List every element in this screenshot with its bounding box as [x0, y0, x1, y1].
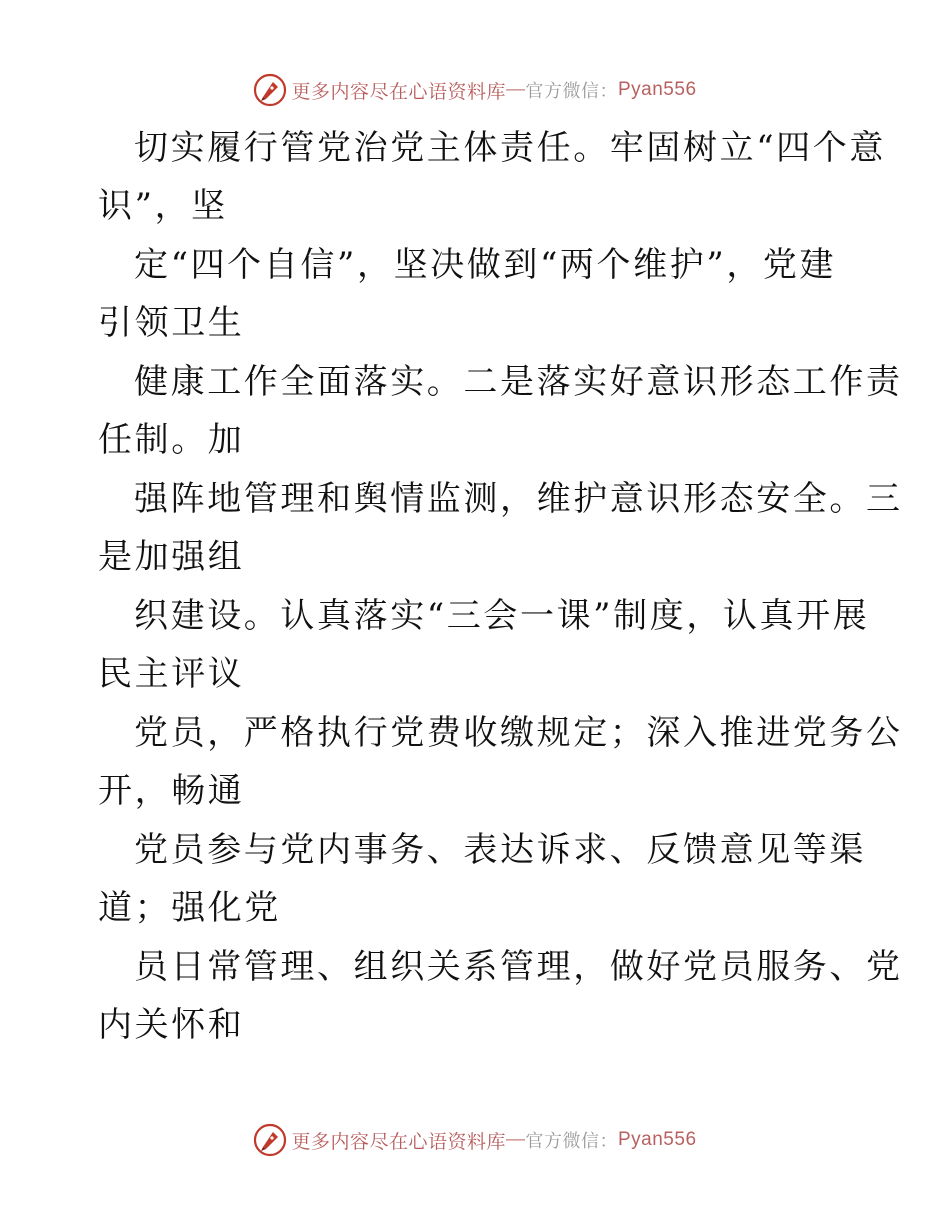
text-line: 民主评议: [98, 654, 245, 694]
text-line: 健康工作全面落实。二是落实好意识形态工作责: [134, 362, 903, 402]
header-promo-text: 更多内容尽在心语资料库: [291, 80, 506, 103]
header-banner[interactable]: [0, 70, 950, 110]
footer-wechat-label: 官方微信：: [525, 1131, 618, 1152]
text-line: 织建设。认真落实“三会一课”制度，认真开展: [134, 596, 870, 636]
footer-wechat-id: Pyan556: [618, 1129, 697, 1150]
footer-promo-text: 更多内容尽在心语资料库: [291, 1130, 506, 1153]
text-line: 党员，严格执行党费收缴规定；深入推进党务公: [134, 713, 903, 753]
pen-nib-logo-icon: [253, 1123, 287, 1157]
footer-banner[interactable]: [0, 1120, 950, 1160]
text-line: 任制。加: [98, 420, 245, 460]
text-line: 内关怀和: [98, 1005, 245, 1045]
text-line: 识”，坚: [98, 186, 228, 226]
text-line: 引领卫生: [98, 303, 245, 343]
text-line: 党员参与党内事务、表达诉求、反馈意见等渠: [134, 830, 866, 870]
text-line: 开，畅通: [98, 771, 245, 811]
footer-dash: —: [506, 1129, 526, 1150]
text-line: 员日常管理、组织关系管理，做好党员服务、党: [134, 947, 903, 987]
text-line: 切实履行管党治党主体责任。牢固树立“四个意: [134, 128, 886, 168]
text-line: 定“四个自信”，坚决做到“两个维护”，党建: [134, 245, 837, 285]
header-wechat-label: 官方微信：: [525, 81, 618, 102]
text-line: 道；强化党: [98, 888, 281, 928]
header-dash: —: [506, 79, 526, 100]
pen-nib-logo-icon: [253, 73, 287, 107]
text-line: 是加强组: [98, 537, 245, 577]
header-wechat-id: Pyan556: [618, 79, 697, 100]
text-line: 强阵地管理和舆情监测，维护意识形态安全。三: [134, 479, 903, 519]
